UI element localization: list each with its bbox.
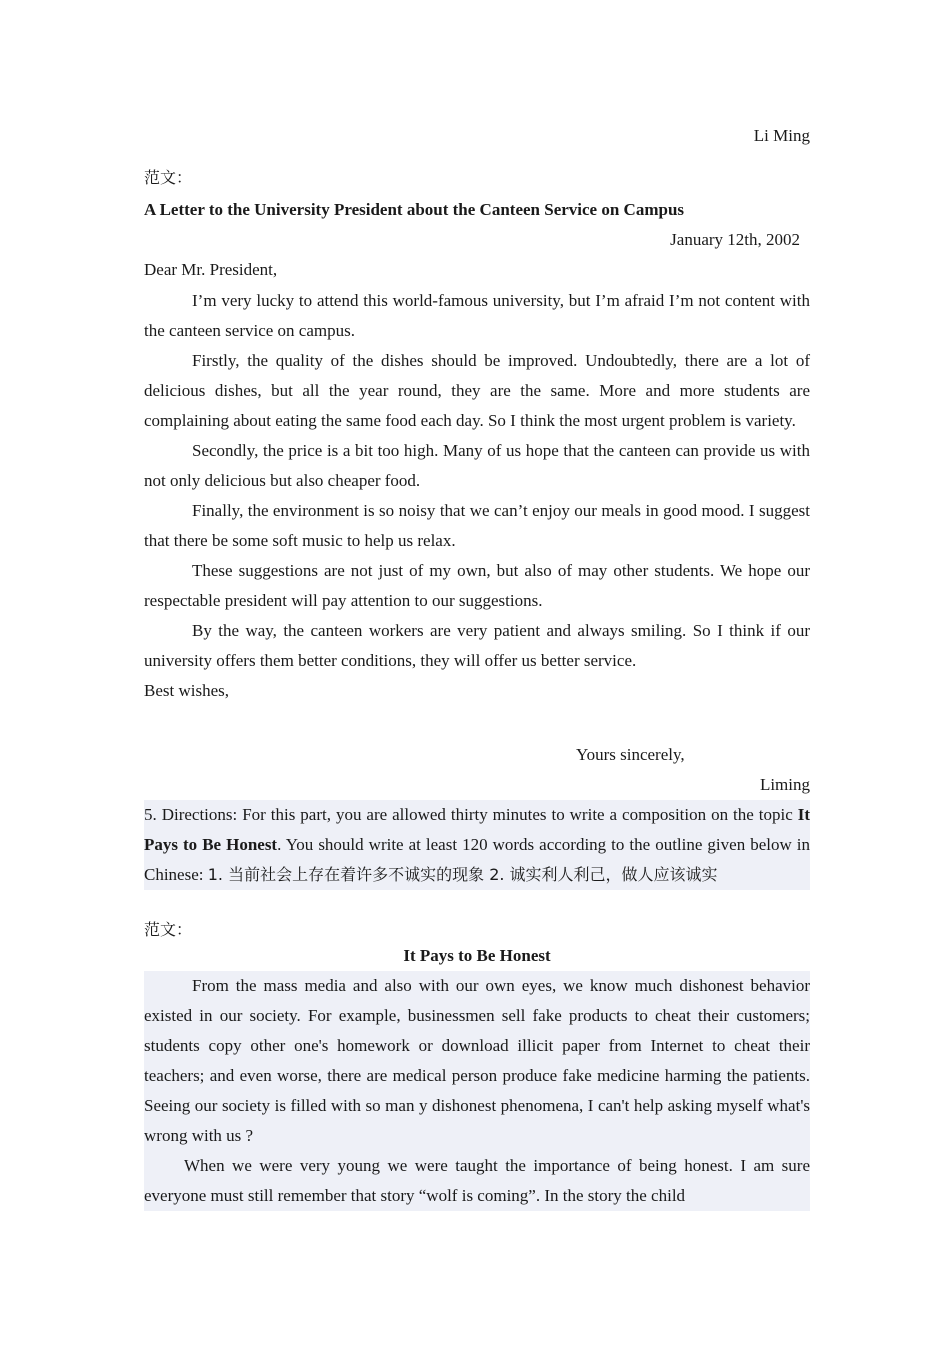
letter-body bbox=[144, 286, 810, 706]
closing: Best wishes, bbox=[144, 681, 229, 700]
letter-paragraph: Secondly, the price is a bit too high. Many of us hope that the canteen can provide us with not only delicious but also cheaper food. bbox=[144, 441, 810, 490]
letter-paragraph: These suggestions are not just of my own, but also of may other students. We hope our respectable president will pay attention to our suggestions. bbox=[144, 561, 810, 610]
essay-title: It Pays to Be Honest bbox=[403, 946, 551, 965]
essay-paragraph: From the mass media and also with our own eyes, we know much dishonest behavior existed in our society. For example, businessmen sell fake products to cheat their customers; students copy other one's homework or download illicit paper from Internet to cheat their teachers; and even worse, there are medical person produce fake medicine harming the patients. Seeing our society is filled with so man y dishonest phenomena, I can't help asking myself what's wrong with us ? bbox=[144, 976, 810, 1145]
directions-text-cont: . You should write at least 120 words according to the outline given below in Chinese: bbox=[144, 835, 811, 884]
letter-date: January 12th, 2002 bbox=[670, 230, 800, 249]
letter-paragraph: By the way, the canteen workers are very patient and always smiling. So I think if our university offers them better conditions, they will offer us better service. bbox=[144, 621, 810, 670]
letter-paragraph: Firstly, the quality of the dishes should be improved. Undoubtedly, there are a lot of delicious dishes, but all the year round, they are the same. More and more students are complaining about eating the same food each day. So I think the most urgent problem is variety. bbox=[144, 351, 810, 430]
letter-paragraph: I’m very lucky to attend this world-famous university, but I’m afraid I’m not content with the canteen service on campus. bbox=[144, 291, 810, 340]
directions-topic: It Pays to Be Honest bbox=[144, 805, 810, 854]
sign-off: Yours sincerely, bbox=[576, 745, 685, 764]
top-signature: Li Ming bbox=[753, 126, 810, 145]
directions-outline: 1. 当前社会上存在着许多不诚实的现象 2. 诚实利人利己，做人应该诚实 bbox=[207, 865, 718, 884]
letter-paragraph: Finally, the environment is so noisy that we can’t enjoy our meals in good mood. I suggest that there be some soft music to help us relax. bbox=[144, 501, 810, 550]
salutation: Dear Mr. President, bbox=[144, 260, 278, 279]
sample-label: 范文： bbox=[144, 168, 193, 187]
letter-signature: Liming bbox=[759, 775, 810, 794]
letter-title: A Letter to the University President about the Canteen Service on Campus bbox=[144, 200, 685, 219]
sample-label-2: 范文： bbox=[144, 920, 193, 939]
task-directions bbox=[144, 800, 810, 890]
essay-body bbox=[144, 971, 810, 1211]
directions-text: 5. Directions: For this part, you are allowed thirty minutes to write a composition on the topic bbox=[144, 805, 798, 824]
essay-paragraph: When we were very young we were taught the importance of being honest. I am sure everyone must still remember that story “wolf is coming”. In the story the child bbox=[144, 1156, 810, 1205]
